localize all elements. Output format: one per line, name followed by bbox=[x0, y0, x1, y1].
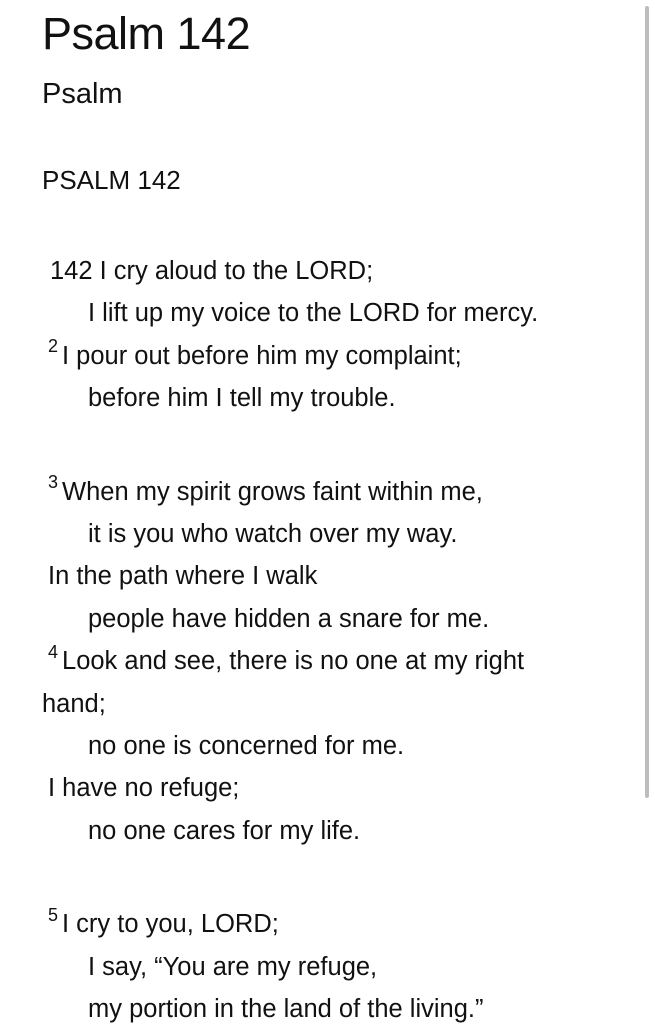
verse-text: before him I tell my trouble. bbox=[88, 384, 396, 413]
verse-text: I say, “You are my refuge, bbox=[88, 952, 378, 981]
section-heading: PSALM 142 bbox=[42, 165, 181, 195]
verse-text: people have hidden a snare for me. bbox=[88, 604, 490, 633]
verse-text: no one is concerned for me. bbox=[88, 732, 405, 761]
verse-4-line-3 bbox=[42, 767, 637, 809]
verse-text: no one cares for my life. bbox=[88, 816, 361, 845]
verse-4-line-1-wrap bbox=[42, 683, 637, 725]
verse-number: 3 bbox=[48, 472, 59, 493]
verse-text: it is you who watch over my way. bbox=[88, 520, 458, 549]
verse-text: I pour out before him my complaint; bbox=[62, 341, 462, 370]
verse-3-line-2 bbox=[42, 513, 637, 555]
verse-3-line-3 bbox=[42, 555, 637, 597]
verse-3-line-4 bbox=[42, 598, 637, 640]
verse-5-line-1 bbox=[42, 903, 637, 945]
page-subtitle: Psalm bbox=[42, 78, 123, 110]
verse-1-line-2 bbox=[42, 292, 637, 334]
verse-text: I lift up my voice to the LORD for mercy. bbox=[88, 299, 539, 328]
verse-text: my portion in the land of the living.” bbox=[88, 995, 484, 1024]
verse-4-line-1 bbox=[42, 640, 637, 682]
verse-text: In the path where I walk bbox=[48, 562, 318, 591]
verse-text: I cry to you, LORD; bbox=[62, 910, 279, 939]
verse-text: Look and see, there is no one at my right bbox=[62, 647, 525, 676]
verse-text: 142 I cry aloud to the LORD; bbox=[50, 257, 374, 285]
verse-1-line-1 bbox=[42, 250, 637, 292]
verse-5-line-2 bbox=[42, 946, 637, 988]
verse-3-line-1 bbox=[42, 471, 637, 513]
vertical-scrollbar[interactable] bbox=[645, 6, 649, 798]
verse-5-line-3 bbox=[42, 988, 637, 1030]
page-title: Psalm 142 bbox=[42, 8, 251, 59]
verse-text: hand; bbox=[42, 689, 106, 718]
verse-number: 5 bbox=[48, 904, 59, 925]
verse-2-line-2 bbox=[42, 377, 637, 419]
verse-number: 4 bbox=[48, 641, 59, 662]
verse-4-line-2 bbox=[42, 725, 637, 767]
verse-text: When my spirit grows faint within me, bbox=[62, 477, 483, 506]
verse-2-line-1 bbox=[42, 335, 637, 377]
stanza-gap bbox=[42, 852, 637, 903]
verse-number: 2 bbox=[48, 336, 59, 357]
verse-4-line-4 bbox=[42, 810, 637, 852]
verse-text: I have no refuge; bbox=[48, 774, 240, 803]
stanza-gap bbox=[42, 420, 637, 471]
verses-body bbox=[42, 250, 637, 1031]
